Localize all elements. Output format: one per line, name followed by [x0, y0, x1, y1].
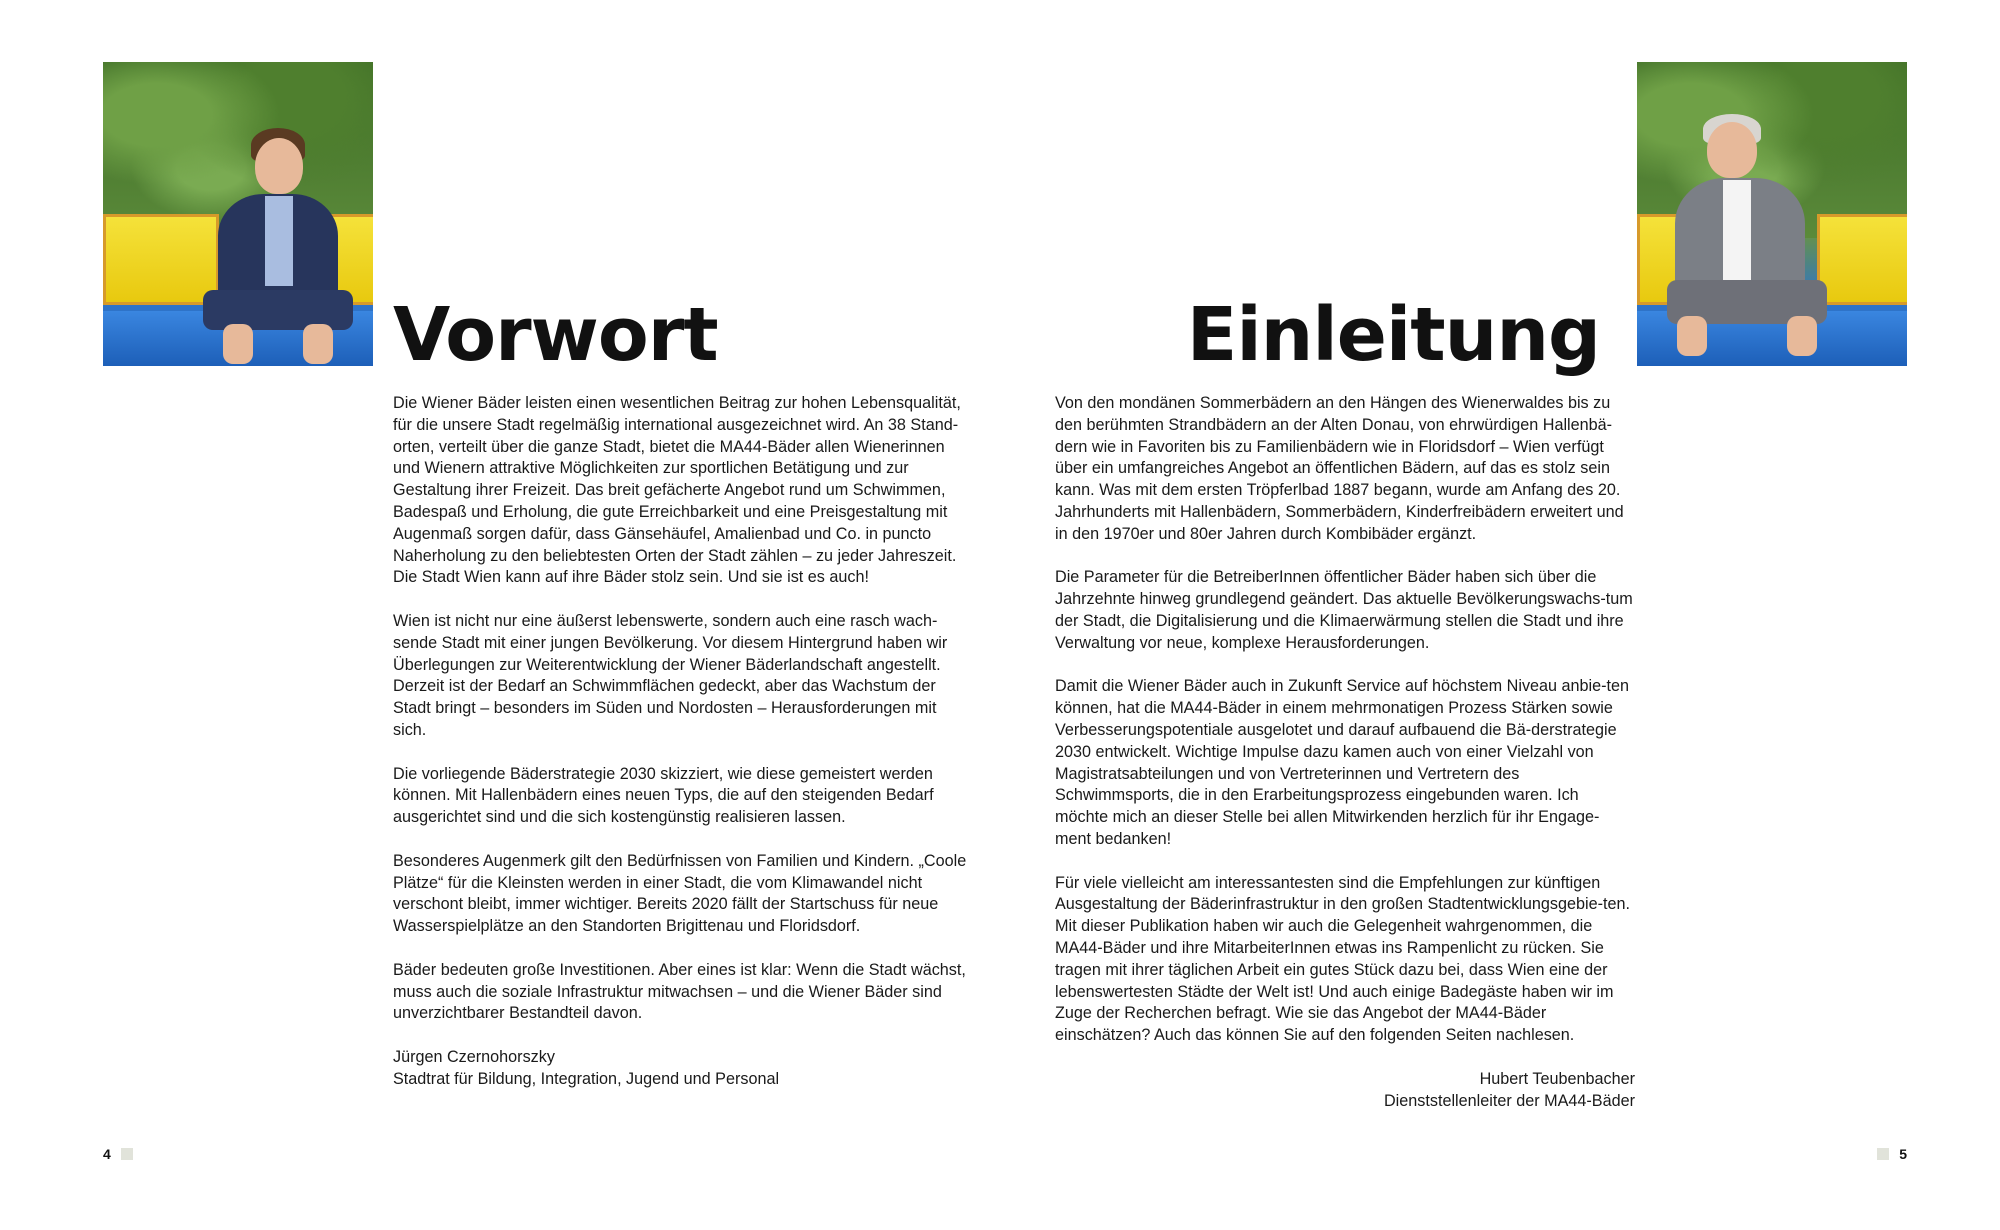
paragraph: Die vorliegende Bäderstrategie 2030 skizziert, wie diese gemeistert werden können. Mit Hallenbädern eines neuen Typs, die auf den steigenden Bedarf ausgerichtet sind und die sich kostengünstig realisieren lassen. [393, 764, 934, 827]
signature-role: Dienststellenleiter der MA44-Bäder [1383, 1091, 1635, 1110]
signature-name: Hubert Teubenbacher [1479, 1069, 1635, 1088]
paragraph: Damit die Wiener Bäder auch in Zukunft Service auf höchstem Niveau anbie-ten können, hat die MA44-Bäder in einem mehrmonatigen Prozess Stärken sowie Verbesserungspotentiale ausgelotet und darauf aufbauend die Bä-derstrategie 2030 entwickelt. Wichtige Impulse dazu kamen auch von einer Vielzahl von Magistratsabteilungen und von Vertreterinnen und Vertretern des Schwimmsports, die in den Erarbeitungsprozess eingebunden waren. Ich möchte mich an dieser Stelle bei allen Mitwirkenden herzlich für ihr Engage-ment bedanken! [1055, 677, 1630, 848]
portrait-photo-left [103, 62, 373, 366]
paragraph: Die Parameter für die BetreiberInnen öffentlicher Bäder haben sich über die Jahrzehnte hinweg grundlegend geändert. Das aktuelle Bevölkerungswachs-tum der Stadt, die Digitalisierung und die Klimaerwärmung stellen die Stadt und ihre Verwaltung vor neue, komplexe Herausforderungen. [1055, 568, 1633, 652]
paragraph: Besonderes Augenmerk gilt den Bedürfnissen von Familien und Kindern. „Coole Plätze“ für die Kleinsten werden in einer Stadt, die vom Klimawandel nicht verschont bleibt, immer wichtiger. Bereits 2020 fällt der Startschuss für neue Wasserspielplätze an den Standorten Brigittenau und Floridsdorf. [393, 851, 967, 936]
signature-name: Jürgen Czernohorszky [393, 1047, 555, 1066]
paragraph: Die Wiener Bäder leisten einen wesentlichen Beitrag zur hohen Lebensqualität, für die unsere Stadt regelmäßig international ausgezeichnet wird. An 38 Stand-orten, verteilt über die ganze Stadt, bietet die MA44-Bäder allen Wienerinnen und Wienern attraktive Möglichkeiten zur sportlichen Betätigung und zur Gestaltung ihrer Freizeit. Das breit gefächerte Angebot rund um Schwimmen, Badespaß und Erholung, die gute Erreichbarkeit und eine Preisgestaltung mit Augenmaß sorgen dafür, dass Gänsehäufel, Amalienbad und Co. in puncto Naherholung zu den beliebtesten Orten der Stadt zählen – zu jeder Jahreszeit. Die Stadt Wien kann auf ihre Bäder stolz sein. Und sie ist es auch! [393, 394, 961, 587]
page-number-text: 5 [1899, 1146, 1907, 1162]
foreword-body [393, 393, 973, 1091]
page-title: Einleitung [1186, 292, 1600, 378]
page-marker-square [121, 1148, 133, 1160]
portrait-photo-right [1637, 62, 1907, 366]
right-page [1000, 0, 2000, 1230]
paragraph: Wien ist nicht nur eine äußerst lebenswerte, sondern auch eine rasch wach-sende Stadt mit einer jungen Bevölkerung. Vor diesem Hintergrund haben wir Überlegungen zur Weiterentwicklung der Wiener Bäderlandschaft angestellt. Derzeit ist der Bedarf an Schwimmflächen gedeckt, aber das Wachstum der Stadt bringt – besonders im Süden und Nordosten – Herausforderungen mit sich. [393, 611, 948, 739]
paragraph: Von den mondänen Sommerbädern an den Hängen des Wienerwaldes bis zu den berühmten Strandbädern an der Alten Donau, von ehrwürdigen Hallenbä-dern wie in Favoriten bis zu Familienbädern wie in Floridsdorf – Wien verfügt über ein umfangreiches Angebot an öffentlichen Bädern, auf das es stolz sein kann. Was mit dem ersten Tröpferlbad 1887 begann, wurde am Anfang des 20. Jahrhunderts mit Hallenbädern, Sommerbädern, Kinderfreibädern erweitert und in den 1970er und 80er Jahren durch Kombibäder ergänzt. [1055, 394, 1624, 543]
page-title: Vorwort [393, 292, 718, 378]
page-number [1877, 1146, 1907, 1162]
signature-role: Stadtrat für Bildung, Integration, Jugend und Personal [393, 1069, 780, 1088]
page-number-text: 4 [103, 1146, 111, 1162]
page-number [103, 1146, 133, 1162]
paragraph: Für viele vielleicht am interessantesten sind die Empfehlungen zur künftigen Ausgestaltung der Bäderinfrastruktur in den großen Stadtentwicklungsgebie-ten. Mit dieser Publikation haben wir auch die Gelegenheit wahrgenommen, die MA44-Bäder und ihre MitarbeiterInnen etwas ins Rampenlicht zu rücken. Sie tragen mit ihrer täglichen Arbeit ein gutes Stück dazu bei, dass Wien eine der lebenswertesten Städte der Welt ist! Und auch einige Badegäste haben wir im Zuge der Recherchen befragt. Wie sie das Angebot der MA44-Bäder einschätzen? Auch das können Sie auf den folgenden Seiten nachlesen. [1055, 873, 1630, 1045]
introduction-body [1055, 393, 1635, 1112]
paragraph: Bäder bedeuten große Investitionen. Aber eines ist klar: Wenn die Stadt wächst, muss auch die soziale Infrastruktur mitwachsen – und die Wiener Bäder sind unverzichtbarer Bestandteil davon. [393, 960, 966, 1023]
page-marker-square [1877, 1148, 1889, 1160]
